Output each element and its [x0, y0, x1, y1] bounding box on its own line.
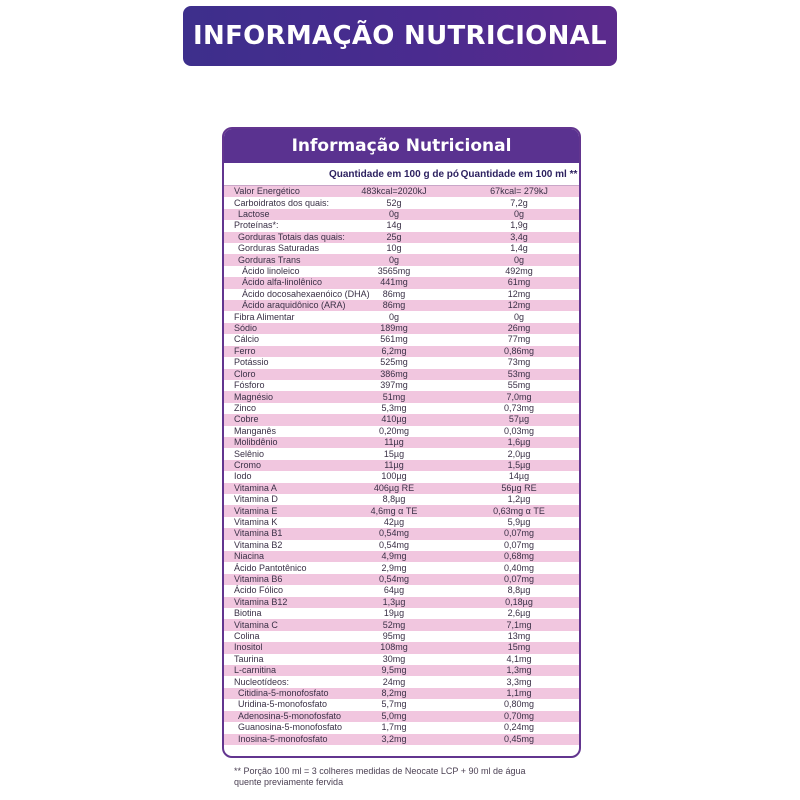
value-per-100g: 108mg [380, 642, 408, 653]
table-row [224, 528, 579, 539]
value-per-100ml: 67kcal= 279kJ [490, 186, 548, 197]
table-row [224, 460, 579, 471]
table-row [224, 254, 579, 265]
value-per-100g: 5,3mg [381, 402, 407, 413]
nutrient-name: Cromo [234, 459, 262, 470]
value-per-100g: 10g [386, 243, 402, 254]
table-row [224, 505, 579, 516]
nutrient-name: Vitamina D [234, 494, 278, 505]
value-per-100g: 0,54mg [378, 574, 410, 585]
nutrient-name: Cálcio [234, 334, 260, 345]
value-per-100ml: 0,68mg [503, 551, 535, 562]
nutrient-name: Vitamina B12 [234, 596, 288, 607]
value-per-100ml: 57µg [508, 414, 530, 425]
nutrient-name: Gorduras Totais das quais: [238, 231, 345, 242]
value-per-100g: 52mg [382, 619, 406, 630]
nutrient-name: Ácido docosahexaenóico (DHA) [242, 288, 370, 299]
nutrient-name: Iodo [234, 471, 252, 482]
value-per-100ml: 1,3mg [506, 665, 532, 676]
nutrient-name: Cloro [234, 368, 256, 379]
nutrient-name: Carboidratos dos quais: [234, 197, 330, 208]
value-per-100g: 9,5mg [381, 665, 407, 676]
table-row [224, 197, 579, 208]
value-per-100g: 5,7mg [381, 699, 407, 710]
nutrient-name: Niacina [234, 551, 265, 562]
table-row [224, 654, 579, 665]
value-per-100ml: 2,6µg [507, 608, 531, 619]
value-per-100ml: 0,70mg [503, 710, 535, 721]
nutrient-name: Proteínas*: [234, 220, 279, 231]
value-per-100ml: 0,63mg α TE [493, 505, 545, 516]
nutrient-name: Gorduras Trans [238, 254, 301, 265]
table-row [224, 711, 579, 722]
footnote-line-1: ** Porção 100 ml = 3 colheres medidas de Neocate LCP + 90 ml de água [234, 766, 526, 776]
value-per-100g: 483kcal=2020kJ [361, 186, 427, 197]
table-row [224, 323, 579, 334]
nutrient-name: Manganês [234, 425, 277, 436]
table-row [224, 676, 579, 687]
column-header-100g: Quantidade em 100 g de pó [328, 168, 460, 180]
value-per-100ml: 5,9µg [507, 516, 531, 527]
table-row [224, 597, 579, 608]
value-per-100ml: 0,40mg [503, 562, 535, 573]
table-row [224, 437, 579, 448]
value-per-100g: 4,6mg α TE [370, 505, 418, 516]
value-per-100ml: 0,80mg [503, 699, 535, 710]
nutrient-name: Ácido araquidônico (ARA) [242, 300, 346, 311]
table-row [224, 403, 579, 414]
table-row [224, 277, 579, 288]
value-per-100ml: 0,07mg [503, 539, 535, 550]
nutrient-name: Vitamina B1 [234, 528, 283, 539]
value-per-100g: 406µg RE [373, 482, 415, 493]
column-header-100ml: Quantidade em 100 ml ** [460, 168, 578, 180]
nutrient-name: Vitamina C [234, 619, 278, 630]
table-row [224, 608, 579, 619]
nutrient-name: Ácido alfa-linolênico [242, 277, 323, 288]
value-per-100g: 1,7mg [381, 722, 407, 733]
value-per-100ml: 56µg RE [501, 482, 537, 493]
table-row [224, 471, 579, 482]
value-per-100ml: 0g [513, 209, 524, 220]
value-per-100ml: 61mg [507, 277, 531, 288]
nutrient-name: Ferro [234, 345, 256, 356]
table-row [224, 448, 579, 459]
table-row [224, 232, 579, 243]
value-per-100ml: 53mg [507, 368, 531, 379]
value-per-100ml: 55mg [507, 380, 531, 391]
table-row [224, 220, 579, 231]
nutrient-name: Zinco [234, 402, 257, 413]
table-row [224, 665, 579, 676]
value-per-100g: 8,8µg [382, 494, 406, 505]
nutrient-name: Gorduras Saturadas [238, 243, 320, 254]
value-per-100g: 14g [386, 220, 402, 231]
value-per-100ml: 0,73mg [503, 402, 535, 413]
value-per-100ml: 1,2µg [507, 494, 531, 505]
footnote-line-2: quente previamente fervida [234, 777, 344, 787]
nutrient-name: Guanosina-5-monofosfato [238, 722, 343, 733]
nutrient-name: Uridina-5-monofosfato [238, 699, 328, 710]
value-per-100g: 15µg [383, 448, 405, 459]
value-per-100g: 2,9mg [381, 562, 407, 573]
value-per-100ml: 2,0µg [507, 448, 531, 459]
value-per-100ml: 3,4g [510, 231, 528, 242]
value-per-100ml: 0,07mg [503, 574, 535, 585]
value-per-100ml: 0g [513, 254, 524, 265]
nutrient-name: Adenosina-5-monofosfato [238, 710, 342, 721]
value-per-100g: 30mg [382, 653, 406, 664]
nutrient-name: Selênio [234, 448, 265, 459]
table-row [224, 369, 579, 380]
value-per-100ml: 1,6µg [507, 437, 531, 448]
value-per-100ml: 0,18µg [505, 596, 533, 607]
table-row [224, 517, 579, 528]
table-row [224, 494, 579, 505]
value-per-100ml: 12mg [507, 288, 531, 299]
table-row [224, 289, 579, 300]
value-per-100g: 410µg [381, 414, 407, 425]
value-per-100ml: 0,45mg [503, 733, 535, 744]
value-per-100g: 525mg [380, 357, 408, 368]
value-per-100ml: 12mg [507, 300, 531, 311]
nutrient-name: Vitamina E [234, 505, 278, 516]
value-per-100ml: 0,24mg [503, 722, 535, 733]
table-row [224, 380, 579, 391]
value-per-100ml: 13mg [507, 631, 531, 642]
value-per-100g: 397mg [380, 380, 408, 391]
value-per-100ml: 26mg [507, 323, 531, 334]
value-per-100ml: 0g [513, 311, 524, 322]
value-per-100ml: 4,1mg [506, 653, 532, 664]
nutrient-name: Citidina-5-monofosfato [238, 688, 329, 699]
table-row [224, 426, 579, 437]
value-per-100g: 3,2mg [381, 733, 407, 744]
value-per-100ml: 1,4g [510, 243, 528, 254]
value-per-100ml: 7,0mg [506, 391, 532, 402]
value-per-100g: 25g [386, 231, 402, 242]
value-per-100g: 52g [386, 197, 402, 208]
value-per-100g: 0,54mg [378, 539, 410, 550]
value-per-100ml: 8,8µg [507, 585, 531, 596]
nutrient-name: Biotina [234, 608, 262, 619]
table-row [224, 391, 579, 402]
nutrient-name: Fibra Alimentar [234, 311, 295, 322]
nutrient-name: Fósforo [234, 380, 265, 391]
value-per-100ml: 492mg [505, 266, 533, 277]
nutrient-name: Nucleotídeos: [234, 676, 290, 687]
value-per-100ml: 0,07mg [503, 528, 535, 539]
value-per-100g: 64µg [383, 585, 405, 596]
value-per-100g: 5,0mg [381, 710, 407, 721]
value-per-100g: 561mg [380, 334, 408, 345]
value-per-100g: 0,20mg [378, 425, 410, 436]
table-row [224, 642, 579, 653]
nutrient-name: Molibdênio [234, 437, 278, 448]
value-per-100ml: 77mg [507, 334, 531, 345]
nutrient-name: Cobre [234, 414, 259, 425]
table-row [224, 631, 579, 642]
value-per-100g: 386mg [380, 368, 408, 379]
nutrient-name: Lactose [238, 209, 270, 220]
table-row [224, 722, 579, 733]
table-row [224, 311, 579, 322]
value-per-100g: 11µg [384, 437, 404, 448]
nutrient-name: Vitamina B6 [234, 574, 283, 585]
nutrient-name: Vitamina A [234, 482, 277, 493]
value-per-100g: 0g [388, 209, 399, 220]
table-row [224, 585, 579, 596]
value-per-100g: 42µg [383, 516, 405, 527]
table-row [224, 186, 579, 197]
value-per-100g: 3565mg [377, 266, 411, 277]
value-per-100g: 11µg [384, 459, 404, 470]
value-per-100g: 8,2mg [381, 688, 407, 699]
table-row [224, 540, 579, 551]
column-headers [224, 163, 579, 186]
value-per-100ml: 14µg [508, 471, 530, 482]
value-per-100g: 95mg [382, 631, 406, 642]
table-row [224, 346, 579, 357]
nutrient-name: Ácido Pantotênico [234, 562, 307, 573]
nutrient-name: Ácido linoleico [242, 266, 300, 277]
nutrient-name: Magnésio [234, 391, 274, 402]
nutrient-name: Ácido Fólico [234, 585, 284, 596]
value-per-100ml: 0,03mg [503, 425, 535, 436]
banner-title: INFORMAÇÃO NUTRICIONAL [193, 21, 607, 51]
nutrient-name: Inositol [234, 642, 263, 653]
value-per-100g: 1,3µg [382, 596, 406, 607]
value-per-100ml: 7,1mg [506, 619, 532, 630]
page-banner [183, 6, 617, 66]
table-row [224, 334, 579, 345]
value-per-100ml: 15mg [507, 642, 531, 653]
table-row [224, 699, 579, 710]
value-per-100g: 24mg [382, 676, 406, 687]
table-row [224, 562, 579, 573]
nutrition-table-card [222, 127, 581, 758]
nutrient-name: Colina [234, 631, 260, 642]
value-per-100g: 51mg [382, 391, 406, 402]
value-per-100ml: 1,1mg [506, 688, 532, 699]
table-row [224, 266, 579, 277]
table-row [224, 734, 579, 745]
value-per-100g: 441mg [380, 277, 408, 288]
nutrient-name: Taurina [234, 653, 264, 664]
table-row [224, 688, 579, 699]
value-per-100ml: 1,5µg [507, 459, 531, 470]
footnote [234, 766, 574, 788]
value-per-100g: 6,2mg [381, 345, 407, 356]
value-per-100g: 86mg [382, 288, 406, 299]
table-row [224, 243, 579, 254]
nutrient-name: Vitamina B2 [234, 539, 283, 550]
value-per-100ml: 1,9g [510, 220, 528, 231]
table-row [224, 414, 579, 425]
table-row [224, 551, 579, 562]
nutrient-name: Sódio [234, 323, 258, 334]
table-row [224, 619, 579, 630]
value-per-100g: 4,9mg [381, 551, 407, 562]
nutrient-name: Potássio [234, 357, 269, 368]
value-per-100ml: 3,3mg [506, 676, 532, 687]
value-per-100g: 0,54mg [378, 528, 410, 539]
value-per-100ml: 7,2g [510, 197, 528, 208]
table-row [224, 209, 579, 220]
nutrition-rows [224, 186, 579, 745]
nutrient-name: L-carnitina [234, 665, 277, 676]
value-per-100g: 19µg [383, 608, 405, 619]
table-title: Informação Nutricional [224, 129, 579, 163]
table-row [224, 483, 579, 494]
value-per-100ml: 73mg [507, 357, 531, 368]
table-row [224, 574, 579, 585]
nutrient-name: Valor Energético [234, 186, 300, 197]
value-per-100g: 100µg [381, 471, 407, 482]
value-per-100g: 189mg [380, 323, 408, 334]
table-row [224, 357, 579, 368]
value-per-100ml: 0,86mg [503, 345, 535, 356]
nutrient-name: Vitamina K [234, 516, 278, 527]
nutrient-name: Inosina-5-monofosfato [238, 733, 328, 744]
value-per-100g: 0g [388, 311, 399, 322]
value-per-100g: 0g [388, 254, 399, 265]
table-row [224, 300, 579, 311]
value-per-100g: 86mg [382, 300, 406, 311]
